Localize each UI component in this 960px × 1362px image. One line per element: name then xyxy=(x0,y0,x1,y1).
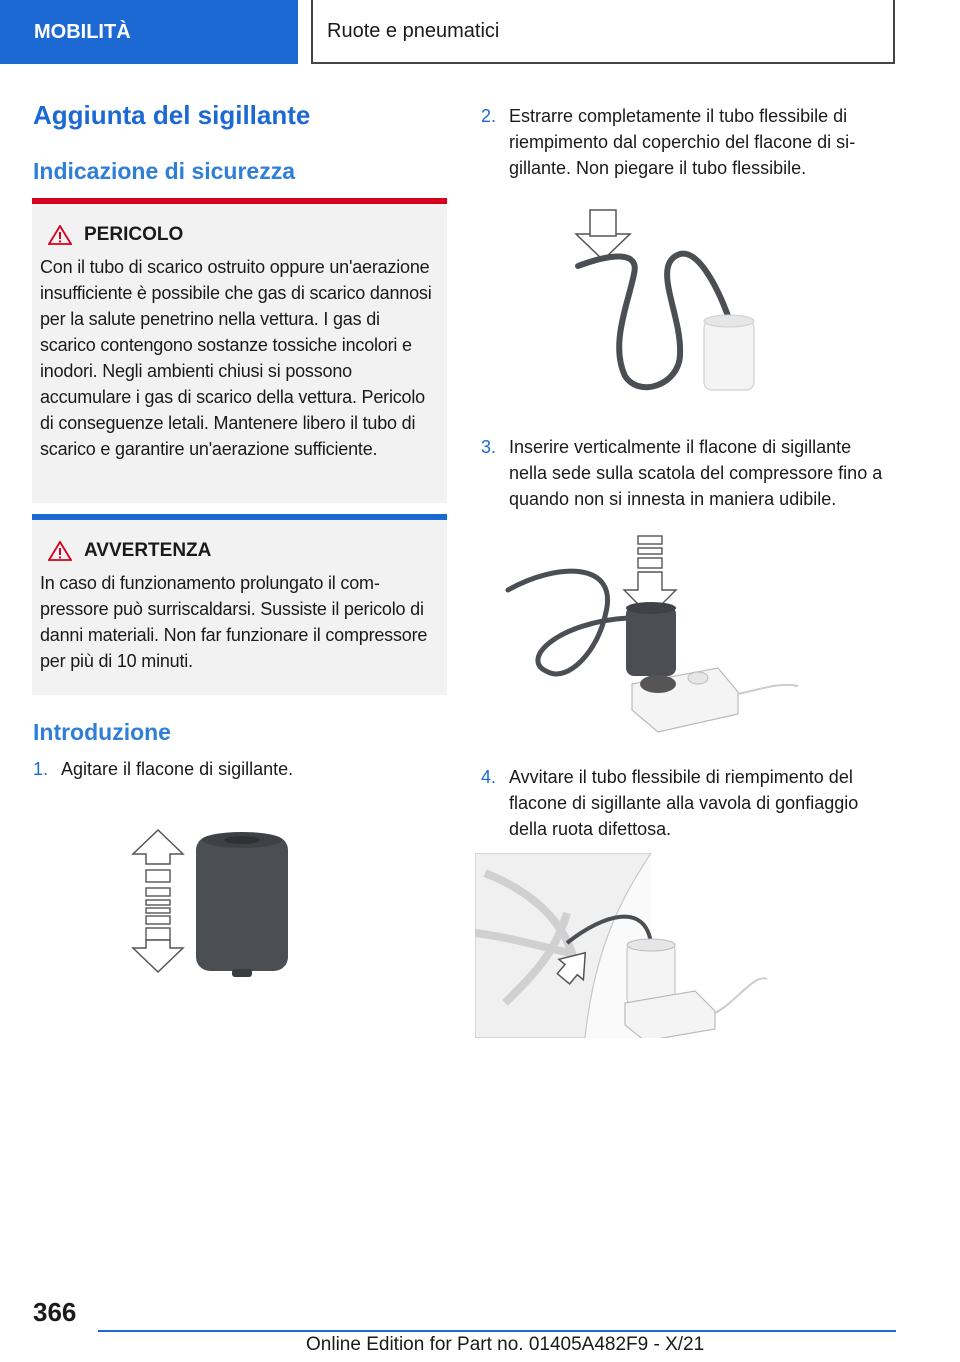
sealant-bottle xyxy=(704,320,754,390)
power-cable xyxy=(715,978,767,1013)
warning-label: AVVERTENZA xyxy=(84,540,212,561)
shake-bottle-illustration xyxy=(128,826,298,981)
danger-title xyxy=(48,224,439,246)
insert-bottle-illustration xyxy=(498,532,808,742)
danger-label: PERICOLO xyxy=(84,224,184,245)
step-text: Agitare il flacone di sigillante. xyxy=(61,759,294,779)
step-2 xyxy=(481,103,891,181)
page-title: Aggiunta del sigillante xyxy=(33,100,311,130)
warning-text: In caso di funzionamento prolungato il compressore può surriscaldarsi. Sussiste il pericolo di danni materiali. Non far funzionare il compressore per più di 10 minuti. xyxy=(40,573,428,671)
danger-text: Con il tubo di scarico ostruito oppure un'aerazione insufficiente è possibile che gas di scarico dannosi per la salute penetrino nella vettura. I gas di scarico contengono sostanze tossiche incolori e inodori. Negli ambienti chiusi si possono accumulare i gas di scarico della vettura. Pericolo di conseguenze letali. Mantenere libero il tubo di scarico e garantire un'aerazione sufficiente. xyxy=(40,257,432,459)
step-3 xyxy=(481,434,891,512)
chapter-label: Ruote e pneumatici xyxy=(327,19,500,42)
step-number: 2. xyxy=(481,106,497,126)
connect-valve-illustration xyxy=(475,853,775,1038)
page-number: 366 xyxy=(33,1297,77,1327)
footer-text: Online Edition for Part no. 01405A482F9 - X/21 xyxy=(306,1334,705,1355)
warning-triangle-icon xyxy=(48,541,72,561)
safety-heading: Indicazione di sicurezza xyxy=(33,158,296,184)
danger-box xyxy=(32,198,447,503)
sealant-bottle xyxy=(196,836,288,971)
chapter-header xyxy=(311,0,895,64)
step-text: Inserire verticalmente il flacone di sigillante nella sede sulla scatola del compressore fino a quando non si innesta in maniera udibile. xyxy=(509,437,883,509)
step-4 xyxy=(481,764,891,842)
extract-hose-illustration xyxy=(570,204,770,396)
sealant-bottle xyxy=(626,606,676,676)
warning-title xyxy=(48,540,439,562)
warning-box xyxy=(32,514,447,695)
section-tab xyxy=(0,0,298,64)
arrow-up-icon xyxy=(133,830,183,864)
step-1 xyxy=(33,756,443,782)
step-number: 1. xyxy=(33,759,49,779)
step-text: Estrarre completamente il tubo flessibile di riempimento dal coperchio del flacone di sigillante. Non piegare il tubo flessibile. xyxy=(509,106,856,178)
warning-triangle-icon xyxy=(48,225,72,245)
step-number: 4. xyxy=(481,767,497,787)
filling-hose xyxy=(508,571,628,674)
intro-heading: Introduzione xyxy=(33,719,171,745)
power-cable xyxy=(738,685,798,694)
arrow-down-icon xyxy=(133,940,183,972)
section-label: MOBILITÀ xyxy=(34,20,131,43)
step-text: Avvitare il tubo flessibile di riempimento del flacone di sigillante alla vavola di gonfiaggio della ruota difettosa. xyxy=(509,767,859,839)
footer-divider xyxy=(98,1330,896,1332)
step-number: 3. xyxy=(481,437,497,457)
